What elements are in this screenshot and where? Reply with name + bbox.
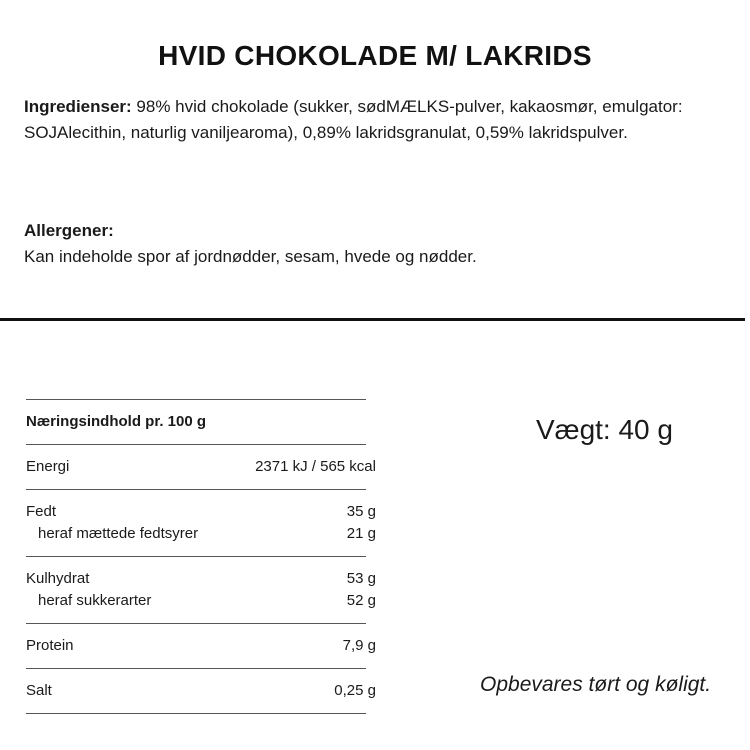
salt-value: 0,25 g [334, 682, 376, 699]
saturated-label: heraf mættede fedtsyrer [38, 525, 199, 542]
fat-label: Fedt [26, 503, 57, 520]
table-row-salt [26, 669, 376, 713]
sugars-label: heraf sukkerarter [38, 592, 152, 609]
ingredients-section [24, 94, 714, 146]
carbs-label: Kulhydrat [26, 570, 90, 587]
salt-label: Salt [26, 682, 52, 699]
nutrition-header: Næringsindhold pr. 100 g [26, 413, 207, 430]
sugars-value: 52 g [346, 592, 376, 609]
carbs-value: 53 g [346, 570, 376, 587]
allergens-text: Kan indeholde spor af jordnødder, sesam, hvede og nødder. [24, 247, 477, 266]
protein-value: 7,9 g [342, 637, 376, 654]
table-row-fat [26, 490, 376, 556]
protein-label: Protein [26, 637, 74, 654]
energy-label: Energi [26, 458, 70, 475]
product-title: HVID CHOKOLADE M/ LAKRIDS [158, 40, 592, 71]
storage-instructions: Opbevares tørt og køligt. [480, 673, 712, 696]
net-weight: Vægt: 40 g [536, 414, 673, 445]
allergens-section [24, 218, 714, 270]
energy-value: 2371 kJ / 565 kcal [255, 458, 376, 475]
table-rule [26, 713, 366, 714]
ingredients-label: Ingredienser: [24, 97, 132, 116]
table-row-energy [26, 445, 376, 489]
section-divider [0, 318, 745, 321]
table-row-carbs [26, 557, 376, 623]
table-row-protein [26, 624, 376, 668]
table-header-row [26, 400, 376, 444]
fat-value: 35 g [346, 503, 376, 520]
saturated-value: 21 g [346, 525, 376, 542]
allergens-label: Allergener: [24, 221, 114, 240]
ingredients-text: 98% hvid chokolade (sukker, sødMÆLKS-pulver, kakaosmør, emulgator: SOJAlecithin, naturlig vaniljearoma), 0,89% lakridsgranulat, 0,59% lakridspulver. [24, 97, 683, 142]
nutrition-table [26, 399, 376, 714]
